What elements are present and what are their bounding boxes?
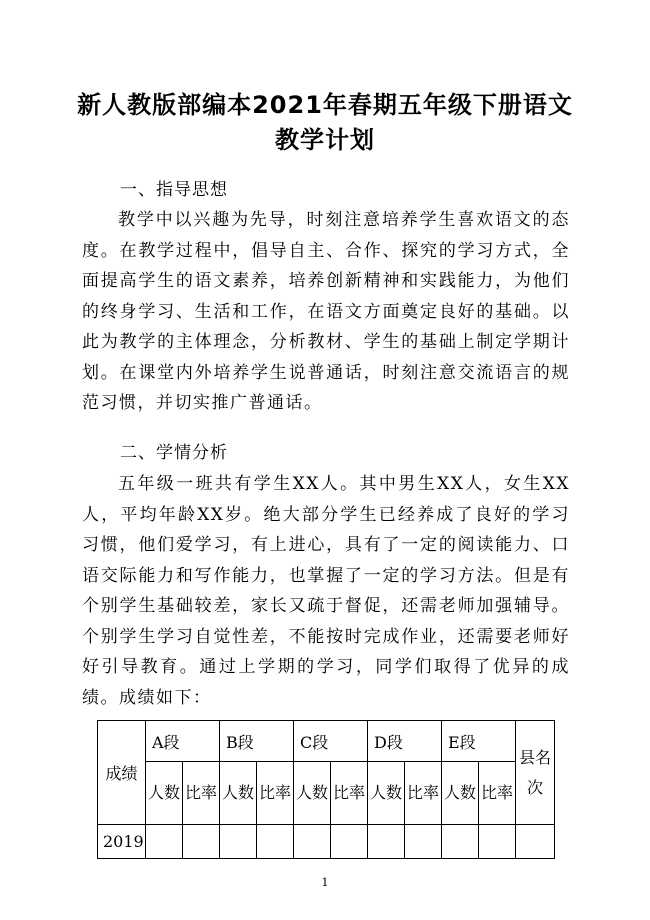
rank-cell	[516, 825, 555, 859]
table-cell	[405, 825, 442, 859]
table-row	[98, 825, 555, 859]
year-cell: 2019	[98, 825, 146, 859]
grades-table	[97, 720, 555, 859]
segment-b-header: B段	[220, 721, 294, 762]
table-header-row	[98, 721, 555, 762]
table-cell	[442, 825, 479, 859]
table-cell	[368, 825, 405, 859]
section2-body: 五年级一班共有学生XX人。其中男生XX人，女生XX人，平均年龄XX岁。绝大部分学生已经养成了良好的学习习惯，他们爱学习，有上进心，具有了一定的阅读能力、口语交际能力和写作能力，也掌握了一定的学习方法。但是有个别学生基础较差，家长又疏于督促，还需老师加强辅导。个别学生学习自觉性差，不能按时完成作业，还需要老师好好引导教育。通过上学期的学习，同学们取得了优异的成绩。成绩如下：	[82, 474, 570, 708]
count-header: 人数	[294, 762, 331, 825]
ratio-header: 比率	[183, 762, 220, 825]
document-title-line1: 新人教版部编本2021年春期五年级下册语文	[77, 91, 573, 119]
section2-heading: 二、学情分析	[120, 443, 228, 463]
section1-heading: 一、指导思想	[120, 180, 228, 200]
table-cell	[146, 825, 183, 859]
table-cell	[257, 825, 294, 859]
table-cell	[183, 825, 220, 859]
page-number: 1	[321, 876, 329, 889]
segment-a-header: A段	[146, 721, 220, 762]
ratio-header: 比率	[405, 762, 442, 825]
document-title-line2: 教学计划	[275, 126, 375, 154]
table-subheader-row	[98, 762, 555, 825]
segment-c-header: C段	[294, 721, 368, 762]
table-cell	[294, 825, 331, 859]
segment-e-header: E段	[442, 721, 516, 762]
segment-d-header: D段	[368, 721, 442, 762]
ratio-header: 比率	[479, 762, 516, 825]
table-cell	[331, 825, 368, 859]
section1-body: 教学中以兴趣为先导，时刻注意培养学生喜欢语文的态度。在教学过程中，倡导自主、合作、探究的学习方式，全面提高学生的语文素养，培养创新精神和实践能力，为他们的终身学习、生活和工作，在语文方面奠定良好的基础。以此为教学的主体理念，分析教材、学生的基础上制定学期计划。在课堂内外培养学生说普通话，时刻注意交流语言的规范习惯，并切实推广普通话。	[82, 210, 570, 413]
table-cell	[479, 825, 516, 859]
count-header: 人数	[368, 762, 405, 825]
rank-header: 县名次	[516, 721, 555, 825]
ratio-header: 比率	[257, 762, 294, 825]
table-cell	[220, 825, 257, 859]
ratio-header: 比率	[331, 762, 368, 825]
count-header: 人数	[442, 762, 479, 825]
row-label-cell: 成绩	[98, 721, 146, 825]
count-header: 人数	[146, 762, 183, 825]
count-header: 人数	[220, 762, 257, 825]
